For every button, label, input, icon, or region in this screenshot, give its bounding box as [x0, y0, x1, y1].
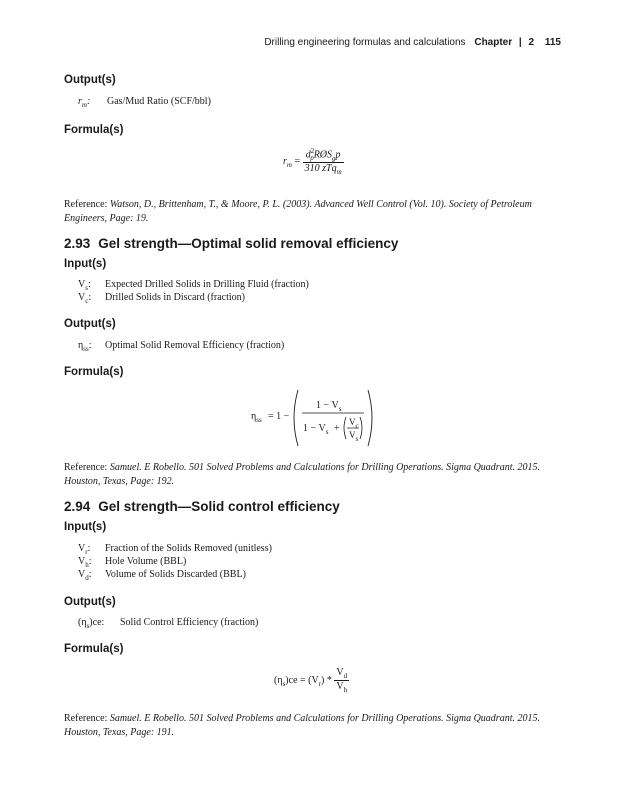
- formula-heading-prev: Formula(s): [64, 124, 124, 136]
- reference-2-94: Reference: Samuel. E Robello. 501 Solved Problems and Calculations for Drilling Operations. Sigma Quadrant. 2015. Houston, Texas, Page: 191.: [64, 713, 540, 738]
- chapter-label: Chapter: [474, 37, 513, 48]
- section-title: Gel strength—Solid control efficiency: [98, 499, 340, 514]
- running-title: Drilling engineering formulas and calculations: [264, 37, 466, 48]
- output-heading-2-93: Output(s): [64, 318, 116, 330]
- formula-denominator: $V_h$: [336, 681, 348, 694]
- input-item: $V_d$: Volume of Solids Discarded (BBL): [78, 569, 246, 582]
- reference-prev: Reference: Watson, D., Brittenham, T., & Moore, P. L. (2003). Advanced Well Control (Vol. 10). Society of Petroleum Engineers, Page: 19.: [64, 199, 532, 224]
- ratio-denominator: $V_s$: [349, 430, 359, 443]
- running-header: [264, 37, 561, 48]
- section-title: Gel strength—Optimal solid removal efficiency: [98, 236, 399, 251]
- formula-heading-2-93: Formula(s): [64, 366, 124, 378]
- formula-numerator: $d^2_pRØS_gp$: [303, 147, 344, 163]
- reference-citation: Watson, D., Brittenham, T., & Moore, P. L. (2003). Advanced Well Control (Vol. 10). Society of Petroleum Engineers, Page: 19.: [64, 199, 532, 224]
- output-symbol: $r_m$:: [78, 96, 91, 109]
- reference-citation: Samuel. E Robello. 501 Solved Problems and Calculations for Drilling Operations. Sigma Quadrant. 2015. Houston, Texas, Page: 192.: [64, 462, 540, 487]
- input-heading-2-93: Input(s): [64, 258, 107, 270]
- formula-plus: +: [334, 423, 340, 434]
- input-item: $V_r$: Fraction of the Solids Removed (unitless): [78, 543, 272, 556]
- page-number: 115: [544, 37, 561, 48]
- optimal-efficiency-formula: [251, 388, 381, 448]
- reference-2-93: Reference: Samuel. E Robello. 501 Solved Problems and Calculations for Drilling Operations. Sigma Quadrant. 2015. Houston, Texas, Page: 192.: [64, 462, 540, 487]
- input-item: $V_c$: Drilled Solids in Discard (fraction): [78, 292, 245, 305]
- section-heading-2-93: [64, 236, 398, 251]
- output-item: $(\eta_s)ce$: Solid Control Efficiency (fraction): [78, 617, 259, 630]
- solid-control-efficiency-formula: [274, 667, 349, 694]
- input-item: $V_s$: Expected Drilled Solids in Drilling Fluid (fraction): [78, 279, 309, 292]
- formula-lhs: $r_m$: [283, 155, 292, 169]
- ratio-numerator: $V_c$: [349, 417, 359, 430]
- section-heading-2-94: [64, 499, 340, 514]
- formula-equals: = 1 −: [268, 411, 290, 422]
- formula-lhs: $\eta_{ss}$: [251, 411, 262, 424]
- inner-denominator: $1 - V_s$: [303, 423, 329, 436]
- formula-fraction: [303, 147, 344, 176]
- chapter-number: 2: [528, 37, 535, 48]
- formula-numerator: $V_d$: [336, 667, 348, 680]
- output-heading-prev: Output(s): [64, 74, 116, 86]
- input-heading-2-94: Input(s): [64, 521, 107, 533]
- formula-denominator: 310 zTq$_m$: [304, 163, 342, 177]
- formula-heading-2-94: Formula(s): [64, 643, 124, 655]
- reference-citation: Samuel. E Robello. 501 Solved Problems and Calculations for Drilling Operations. Sigma Quadrant. 2015. Houston, Texas, Page: 191.: [64, 713, 540, 738]
- gas-mud-ratio-formula: [283, 147, 344, 176]
- output-item-prev: [78, 96, 211, 109]
- formula-lhs: $(\eta_s)ce = (V_r)$ *: [274, 674, 332, 688]
- formula-fraction: [334, 667, 349, 694]
- output-heading-2-94: Output(s): [64, 596, 116, 608]
- inner-numerator: $1 - V_s$: [316, 400, 342, 413]
- output-description: Gas/Mud Ratio (SCF/bbl): [107, 96, 211, 107]
- formula-equals: =: [294, 155, 301, 167]
- header-separator: |: [518, 37, 522, 48]
- section-number: 2.94: [64, 499, 91, 514]
- output-item: $\eta_{ss}$: Optimal Solid Removal Efficiency (fraction): [78, 340, 285, 353]
- section-number: 2.93: [64, 236, 91, 251]
- formula-outer-parentheses: [288, 388, 378, 448]
- input-item: $V_h$: Hole Volume (BBL): [78, 556, 187, 569]
